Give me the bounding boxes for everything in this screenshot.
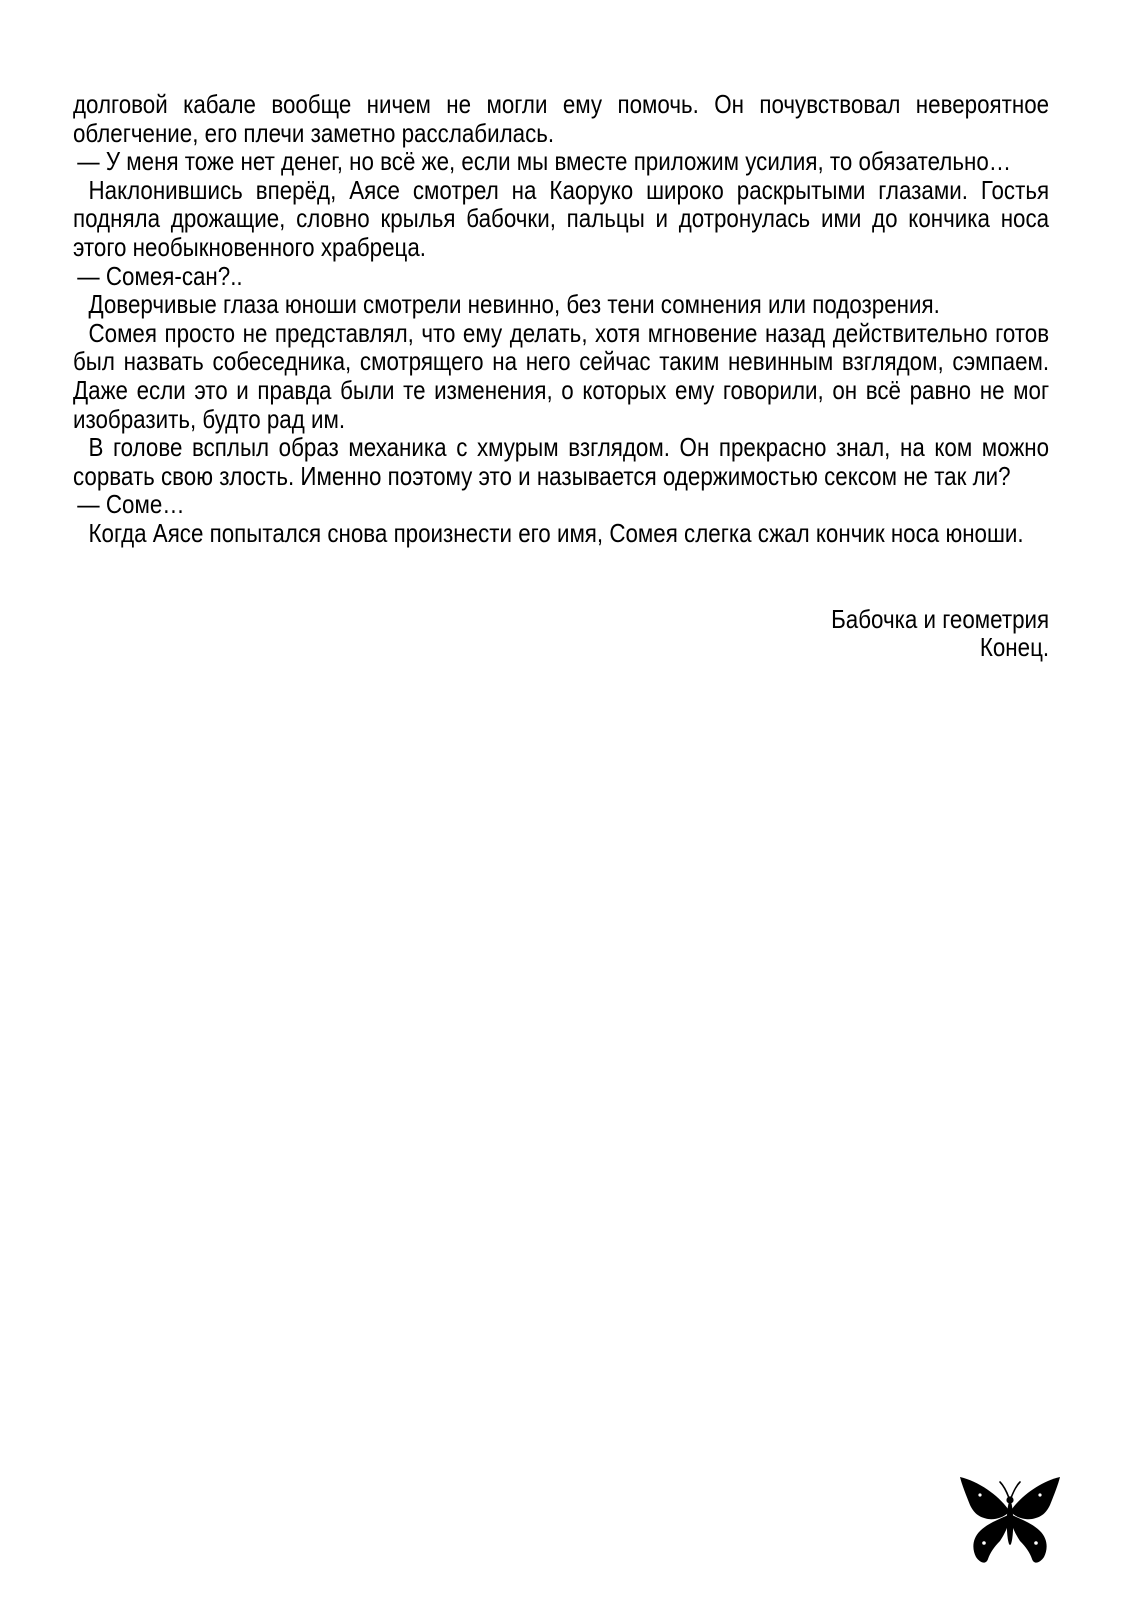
ending-title: Бабочка и геометрия <box>831 603 1050 634</box>
butterfly-left-lower-wing <box>973 1515 1009 1563</box>
butterfly-right-antenna <box>1011 1482 1020 1498</box>
butterfly-right-lower-wing <box>1011 1515 1047 1563</box>
ending-block <box>73 605 1049 662</box>
paragraph-9: Когда Аясе попытался снова произнести его имя, Сомея слегка сжал кончик носа юноши. <box>88 517 1024 548</box>
paragraph-5: Доверчивые глаза юноши смотрели невинно, без тени сомнения или подозрения. <box>88 289 940 320</box>
paragraph-7: В голове всплыл образ механика с хмурым взглядом. Он прекрасно знал, на ком можно сорвать свою злость. Именно поэтому это и называется одержимостью сексом не так ли? <box>73 432 1050 491</box>
butterfly-body <box>1007 1501 1013 1545</box>
butterfly-left-antenna <box>1000 1482 1009 1498</box>
page-body <box>73 89 1050 663</box>
paragraph-2: — У меня тоже нет денег, но всё же, если мы вместе приложим усилия, то обязательно… <box>77 146 1012 177</box>
paragraph-4: — Сомея-сан?.. <box>77 260 243 291</box>
butterfly-head <box>1006 1496 1013 1503</box>
butterfly-icon <box>958 1475 1062 1567</box>
ending-end-mark: Конец. <box>979 632 1050 663</box>
text-column <box>73 90 1049 662</box>
paragraph-8: — Соме… <box>77 489 185 520</box>
paragraph-1: долговой кабале вообще ничем не могли ему помочь. Он почувствовал невероятное облегчение, его плечи заметно расслабилась. <box>73 89 1050 148</box>
paragraph-6: Сомея просто не представлял, что ему делать, хотя мгновение назад действительно готов был назвать собеседника, смотрящего на него сейчас таким невинным взглядом, сэмпаем. Даже если это и правда были те изменения, о которых ему говорили, он всё равно не мог изобразить, будто рад им. <box>73 317 1050 434</box>
paragraph-3: Наклонившись вперёд, Аясе смотрел на Каоруко широко раскрытыми глазами. Гостья подняла дрожащие, словно крылья бабочки, пальцы и дотронулась ими до кончика носа этого необыкновенного храбреца. <box>73 174 1050 262</box>
